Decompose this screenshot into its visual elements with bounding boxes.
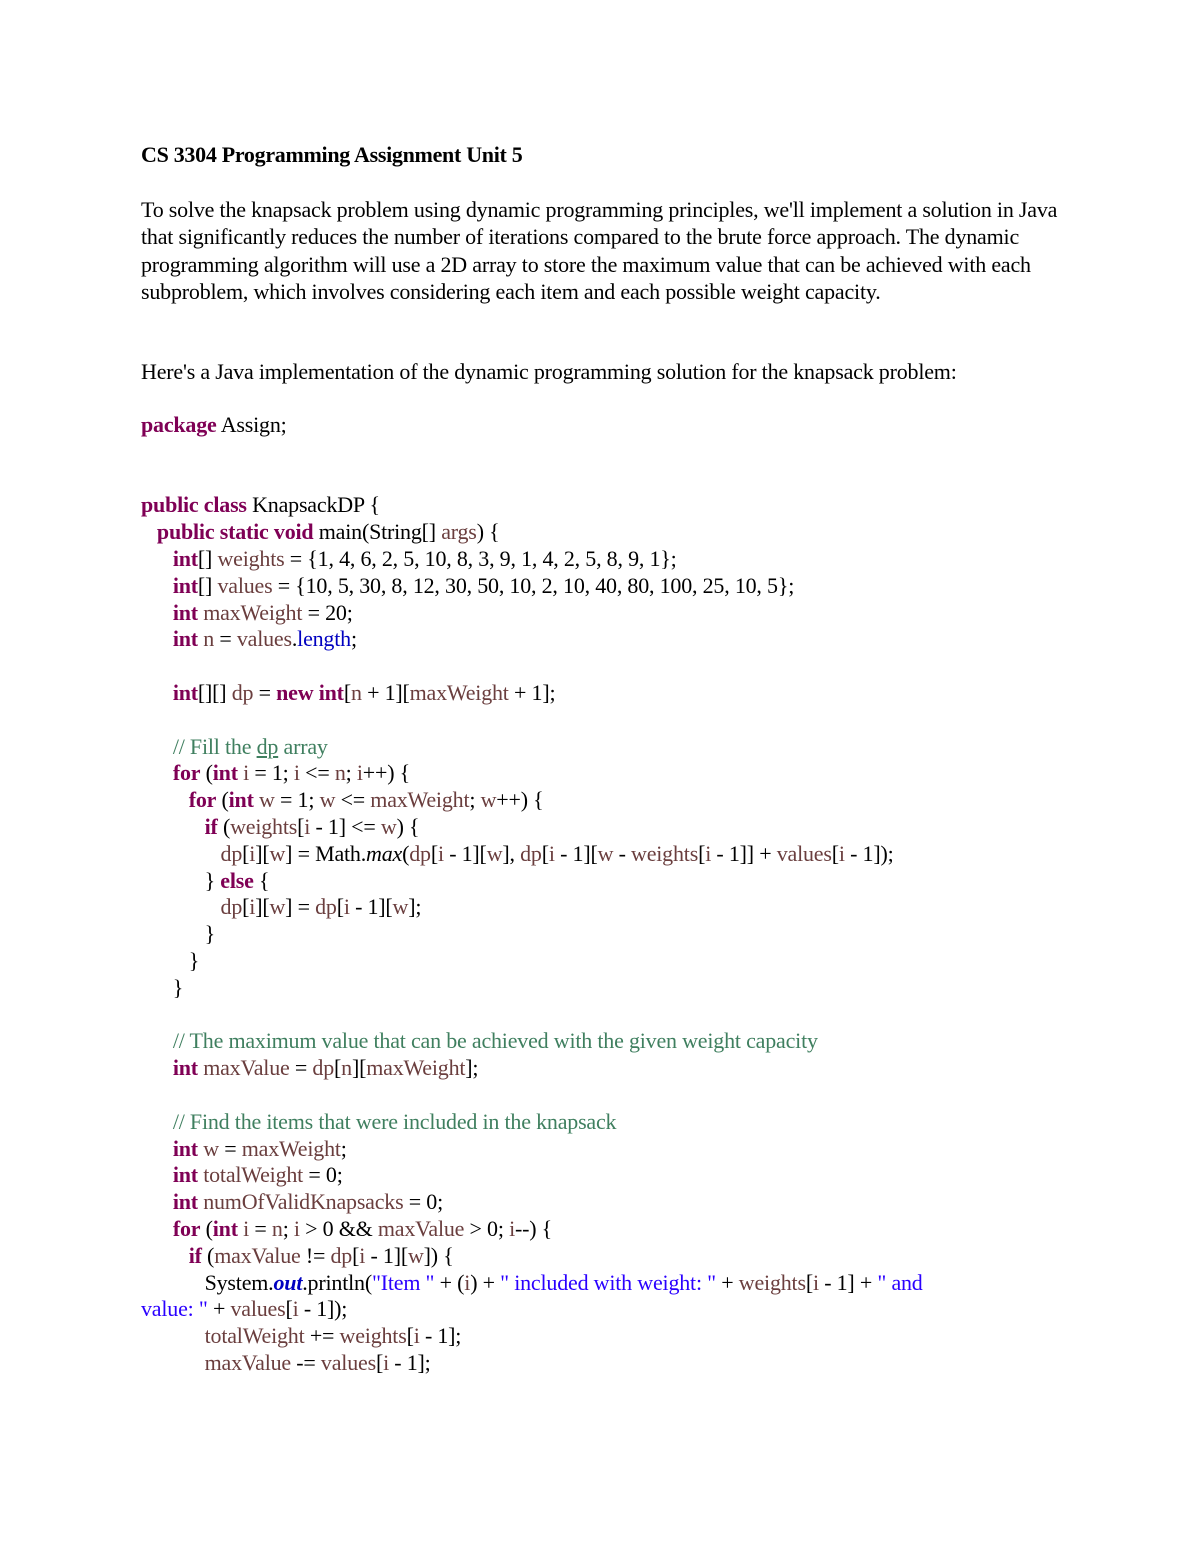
code-line-totalweight: int totalWeight = 0; [172,1162,343,1188]
code-comment-dp: dp [256,733,279,759]
string-literal: "Item " [371,1269,435,1295]
document-title: CS 3304 Programming Assignment Unit 5 [141,142,523,167]
code-line-blank [141,1002,1141,1029]
code-line-weights: int[] weights = {1, 4, 6, 2, 5, 10, 8, 3, 9, 1, 4, 2, 5, 8, 9, 1}; [172,545,677,571]
code-line-comment-find [141,1109,1141,1136]
code-line-w-init: int w = maxWeight; [172,1135,347,1161]
code-line-values: int[] values = {10, 5, 30, 8, 12, 30, 50, 10, 2, 10, 40, 80, 100, 25, 10, 5}; [172,572,795,598]
package-name: Assign; [216,412,287,437]
code-comment-end: array [278,733,328,759]
args-variable: args [441,519,477,545]
code-line-numvalid: int numOfValidKnapsacks = 0; [172,1189,444,1215]
code-line-else: } else { [141,867,270,893]
code-line-package [141,412,1141,439]
code-comment: // Fill the [172,733,257,759]
code-line-maxvalue: int maxValue = dp[n][maxWeight]; [172,1055,479,1081]
code-line-total-add: totalWeight += weights[i - 1]; [204,1323,462,1349]
code-comment: // The maximum value that can be achieved with the given weight capacity [172,1028,818,1054]
code-line-dp-copy: dp[i][w] = dp[i - 1][w]; [220,894,422,920]
code-line-comment-fill [141,734,1141,761]
keyword: public class [141,492,247,518]
main-signature: main(String[] [313,519,442,545]
weights-array-values: = {1, 4, 6, 2, 5, 10, 8, 3, 9, 1, 4, 2, 5, 8, 9, 1}; [284,545,677,571]
maxweight-init: = 20; [302,599,353,625]
string-literal: " and [877,1269,923,1295]
class-declaration: KnapsackDP { [246,492,380,518]
code-line-blank [141,653,1141,680]
string-literal: " included with weight: " [500,1269,716,1295]
code-comment: // Find the items that were included in the knapsack [172,1108,617,1134]
code-line-println: System.out.println("Item " + (i) + " included with weight: " + weights[i - 1] + " and [141,1269,923,1295]
code-line-blank [141,439,1141,466]
code-line-close: } [141,921,215,947]
code-line-class [141,492,1141,519]
code-line-close: } [141,974,184,1000]
string-literal: value: " [141,1296,208,1322]
code-line-n: int n = values.length; [172,626,357,652]
main-signature-close: ) { [476,519,500,545]
code-line-main [141,519,1141,546]
lead-in-paragraph: Here's a Java implementation of the dynamic programming solution for the knapsack problem: [141,359,957,384]
code-line-blank [141,466,1141,493]
code-line-dp-alloc: int[][] dp = new int[n + 1][maxWeight + 1]; [172,679,556,705]
code-line-maxweight: int maxWeight = 20; [172,599,353,625]
java-code-block [141,412,1141,1377]
code-line-if: if (weights[i - 1] <= w) { [204,813,420,839]
code-line-blank [141,1082,1141,1109]
code-line-blank [141,707,1141,734]
keyword: package [141,412,217,437]
code-line-for-w: for (int w = 1; w <= maxWeight; w++) { [188,787,544,813]
intro-paragraph: To solve the knapsack problem using dynamic programming principles, we'll implement a solution in Java that significantly reduces the number of iterations compared to the brute force approach. The dynamic programming algorithm will use a 2D array to store the maximum value that can be achieved with each subproblem, which involves considering each item and each possible weight capacity. [141,197,1058,305]
code-line-comment-max [141,1028,1141,1055]
values-array-values: = {10, 5, 30, 8, 12, 30, 50, 10, 2, 10, 40, 80, 100, 25, 10, 5}; [272,572,795,598]
code-line-for-back: for (int i = n; i > 0 && maxValue > 0; i--) { [172,1215,553,1241]
code-line-if-back: if (maxValue != dp[i - 1][w]) { [188,1242,454,1268]
code-line-println-cont: value: " + values[i - 1]); [141,1296,348,1322]
code-line-for-i: for (int i = 1; i <= n; i++) { [172,760,410,786]
code-line-close: } [141,947,200,973]
keyword: public static void [156,519,314,545]
code-line-maxvalue-sub: maxValue -= values[i - 1]; [204,1349,431,1375]
code-line-dp-max: dp[i][w] = Math.max(dp[i - 1][w], dp[i - 1][w - weights[i - 1]] + values[i - 1]); [220,840,894,866]
